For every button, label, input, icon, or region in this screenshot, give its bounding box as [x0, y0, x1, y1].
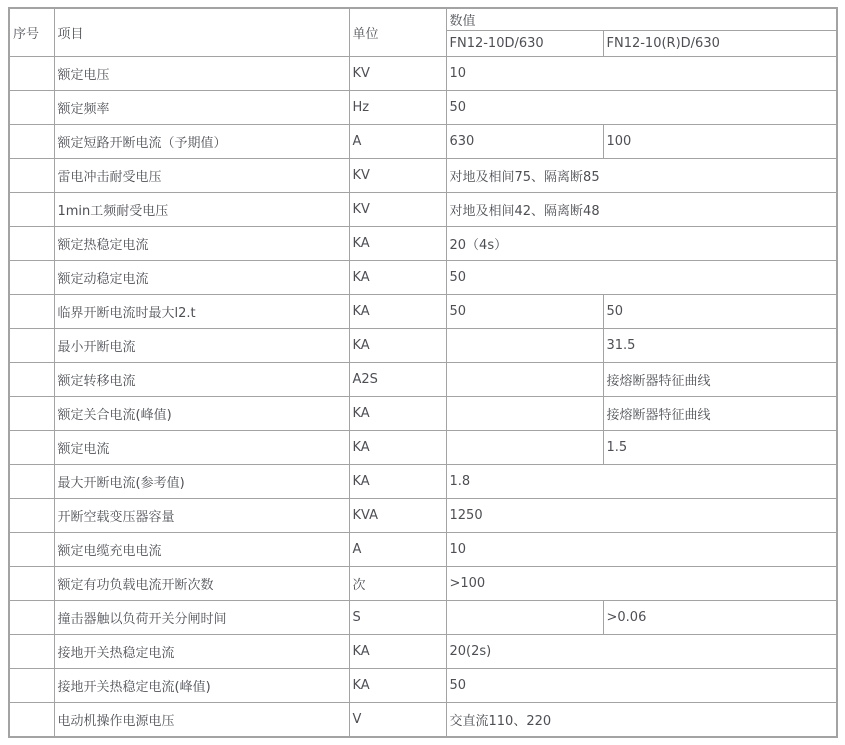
unit-cell: KV	[349, 193, 446, 227]
spec-table-header	[9, 8, 837, 57]
value-cell-model-b: 100	[603, 125, 837, 159]
value-cell-span: 1.8	[446, 465, 837, 499]
item-cell: 额定电缆充电电流	[54, 533, 349, 567]
value-cell-span: 对地及相间42、隔离断48	[446, 193, 837, 227]
table-row	[9, 533, 837, 567]
spec-table-body	[9, 57, 837, 737]
serial-cell	[9, 159, 54, 193]
header-unit-cell: 单位	[349, 8, 446, 57]
unit-cell: A	[349, 125, 446, 159]
table-row	[9, 431, 837, 465]
item-cell: 额定热稳定电流	[54, 227, 349, 261]
table-row	[9, 567, 837, 601]
table-row	[9, 193, 837, 227]
value-cell-model-b: 接熔断器特征曲线	[603, 397, 837, 431]
unit-cell: KA	[349, 227, 446, 261]
serial-cell	[9, 567, 54, 601]
serial-cell	[9, 703, 54, 737]
item-cell: 额定电压	[54, 57, 349, 91]
table-row	[9, 499, 837, 533]
table-row	[9, 329, 837, 363]
value-cell-span: 10	[446, 533, 837, 567]
item-cell: 额定有功负载电流开断次数	[54, 567, 349, 601]
value-cell-model-a	[446, 363, 603, 397]
table-row	[9, 601, 837, 635]
value-cell-span: >100	[446, 567, 837, 601]
value-cell-model-b: 接熔断器特征曲线	[603, 363, 837, 397]
table-row	[9, 363, 837, 397]
value-cell-model-a: 50	[446, 295, 603, 329]
item-cell: 开断空载变压器容量	[54, 499, 349, 533]
header-model-a-cell: FN12-10D/630	[446, 31, 603, 57]
value-cell-model-b: 1.5	[603, 431, 837, 465]
header-serial-cell: 序号	[9, 8, 54, 57]
value-cell-model-b: 50	[603, 295, 837, 329]
item-cell: 接地开关热稳定电流(峰值)	[54, 669, 349, 703]
serial-cell	[9, 397, 54, 431]
spec-table	[8, 7, 838, 738]
serial-cell	[9, 329, 54, 363]
header-item-cell: 项目	[54, 8, 349, 57]
table-row	[9, 397, 837, 431]
item-cell: 额定转移电流	[54, 363, 349, 397]
table-row	[9, 227, 837, 261]
serial-cell	[9, 227, 54, 261]
table-row	[9, 159, 837, 193]
serial-cell	[9, 533, 54, 567]
value-cell-span: 1250	[446, 499, 837, 533]
value-cell-model-a: 630	[446, 125, 603, 159]
table-row	[9, 635, 837, 669]
unit-cell: 次	[349, 567, 446, 601]
item-cell: 1min工频耐受电压	[54, 193, 349, 227]
value-cell-span: 20(2s)	[446, 635, 837, 669]
table-row	[9, 703, 837, 737]
item-cell: 额定电流	[54, 431, 349, 465]
value-cell-span: 对地及相间75、隔离断85	[446, 159, 837, 193]
serial-cell	[9, 91, 54, 125]
serial-cell	[9, 363, 54, 397]
table-row	[9, 465, 837, 499]
item-cell: 最小开断电流	[54, 329, 349, 363]
item-cell: 临界开断电流时最大l2.t	[54, 295, 349, 329]
serial-cell	[9, 635, 54, 669]
header-row-top	[9, 8, 837, 31]
unit-cell: KV	[349, 57, 446, 91]
value-cell-model-b: 31.5	[603, 329, 837, 363]
unit-cell: V	[349, 703, 446, 737]
unit-cell: KV	[349, 159, 446, 193]
unit-cell: KVA	[349, 499, 446, 533]
table-row	[9, 57, 837, 91]
item-cell: 最大开断电流(参考值)	[54, 465, 349, 499]
item-cell: 电动机操作电源电压	[54, 703, 349, 737]
unit-cell: KA	[349, 635, 446, 669]
unit-cell: KA	[349, 329, 446, 363]
unit-cell: KA	[349, 669, 446, 703]
value-cell-span: 50	[446, 669, 837, 703]
item-cell: 额定动稳定电流	[54, 261, 349, 295]
unit-cell: KA	[349, 465, 446, 499]
value-cell-model-a	[446, 397, 603, 431]
table-row	[9, 261, 837, 295]
serial-cell	[9, 193, 54, 227]
item-cell: 额定频率	[54, 91, 349, 125]
item-cell: 额定关合电流(峰值)	[54, 397, 349, 431]
value-cell-span: 交直流110、220	[446, 703, 837, 737]
unit-cell: A	[349, 533, 446, 567]
unit-cell: KA	[349, 261, 446, 295]
serial-cell	[9, 465, 54, 499]
serial-cell	[9, 295, 54, 329]
serial-cell	[9, 669, 54, 703]
serial-cell	[9, 261, 54, 295]
value-cell-model-b: >0.06	[603, 601, 837, 635]
value-cell-span: 10	[446, 57, 837, 91]
value-cell-model-a	[446, 329, 603, 363]
unit-cell: KA	[349, 295, 446, 329]
table-row	[9, 125, 837, 159]
item-cell: 撞击器触以负荷开关分闸时间	[54, 601, 349, 635]
value-cell-span: 20（4s）	[446, 227, 837, 261]
unit-cell: KA	[349, 397, 446, 431]
item-cell: 接地开关热稳定电流	[54, 635, 349, 669]
value-cell-model-a	[446, 601, 603, 635]
item-cell: 雷电冲击耐受电压	[54, 159, 349, 193]
serial-cell	[9, 431, 54, 465]
serial-cell	[9, 499, 54, 533]
unit-cell: Hz	[349, 91, 446, 125]
table-row	[9, 91, 837, 125]
unit-cell: A2S	[349, 363, 446, 397]
value-cell-span: 50	[446, 91, 837, 125]
value-cell-model-a	[446, 431, 603, 465]
header-model-b-cell: FN12-10(R)D/630	[603, 31, 837, 57]
serial-cell	[9, 57, 54, 91]
table-row	[9, 295, 837, 329]
value-cell-span: 50	[446, 261, 837, 295]
header-value-cell: 数值	[446, 8, 837, 31]
table-row	[9, 669, 837, 703]
serial-cell	[9, 601, 54, 635]
item-cell: 额定短路开断电流（予期值）	[54, 125, 349, 159]
unit-cell: KA	[349, 431, 446, 465]
unit-cell: S	[349, 601, 446, 635]
serial-cell	[9, 125, 54, 159]
